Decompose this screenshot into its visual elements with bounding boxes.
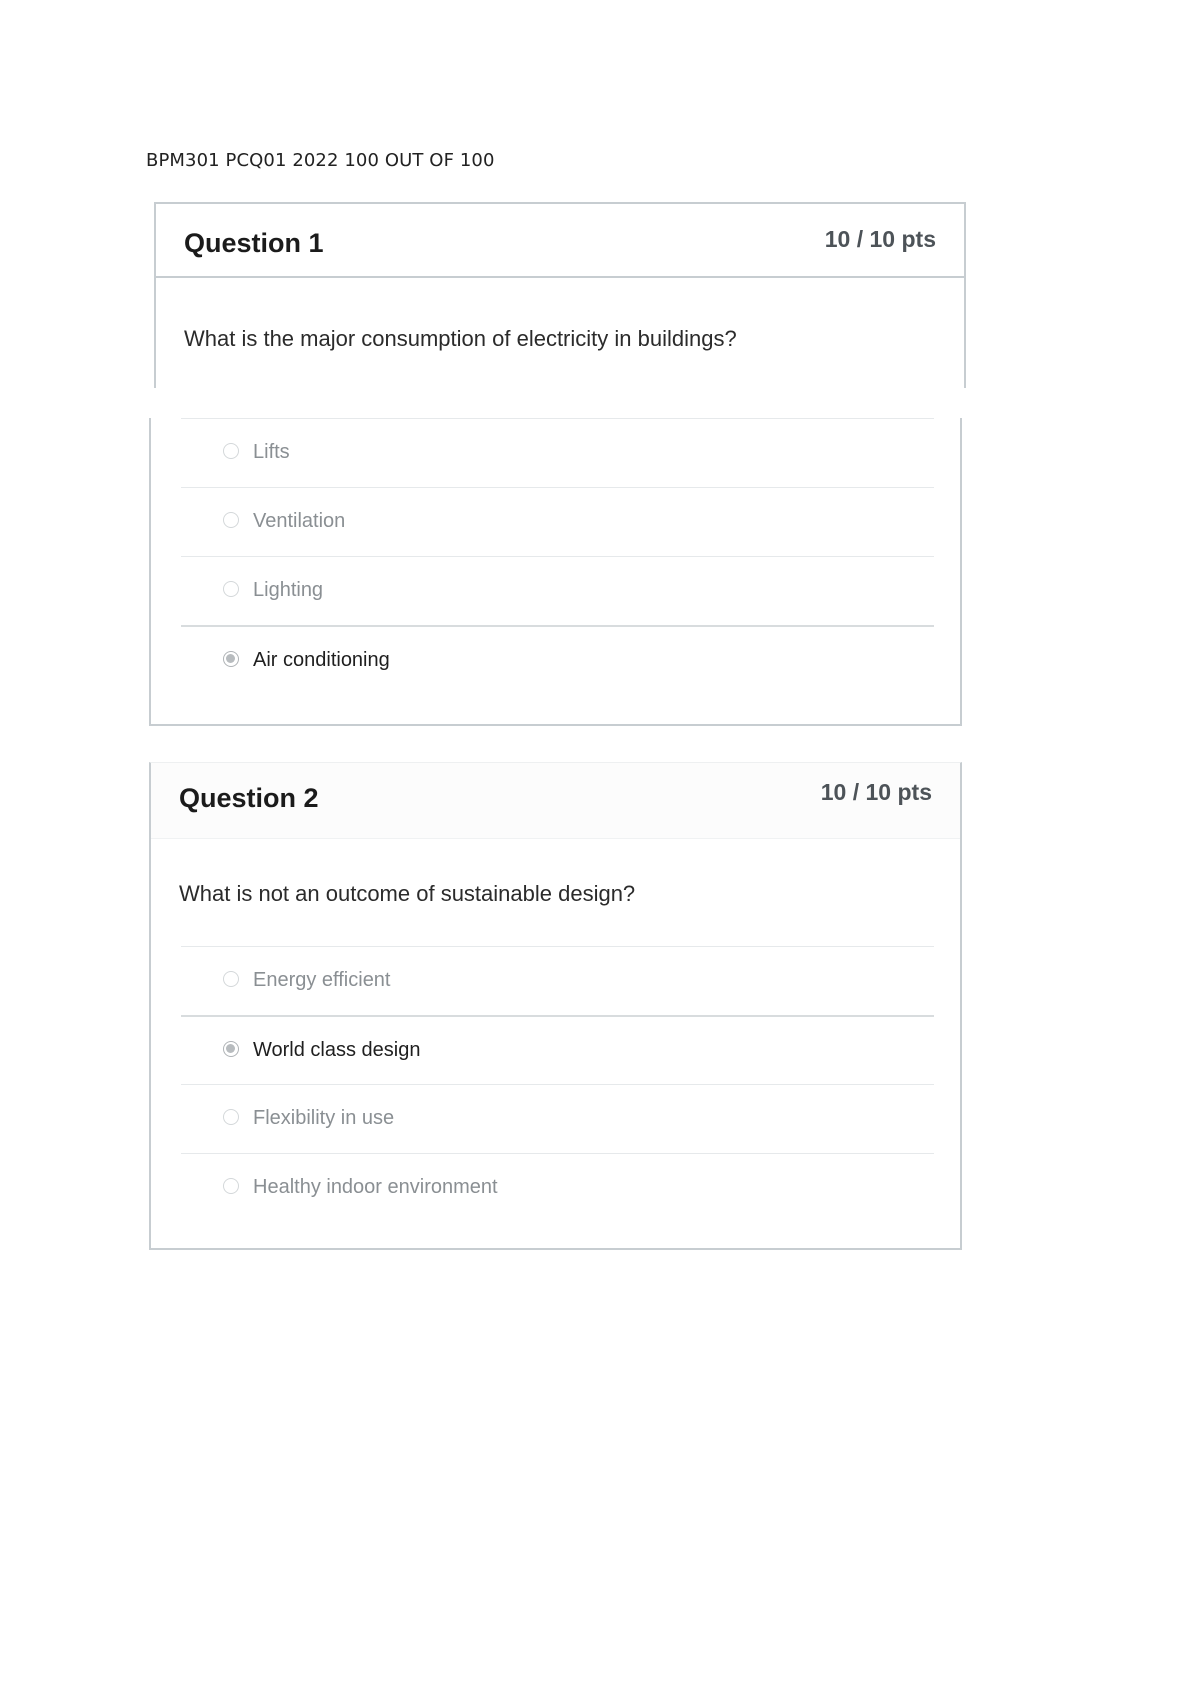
question-2-points: 10 / 10 pts: [820, 779, 932, 805]
question-1-header: [156, 204, 964, 278]
radio-button[interactable]: [223, 512, 239, 528]
question-2-title: Question 2: [179, 783, 319, 813]
question-1-answer-list: [181, 418, 934, 694]
question-2-header: [151, 763, 960, 839]
radio-button[interactable]: [223, 443, 239, 459]
question-1-points: 10 / 10 pts: [824, 226, 936, 252]
question-2-answer-list: [181, 946, 934, 1222]
answer-option[interactable]: [181, 487, 934, 556]
document-title: BPM301 PCQ01 2022 100 OUT OF 100: [146, 150, 495, 171]
radio-button[interactable]: [223, 971, 239, 987]
answer-option-selected[interactable]: [181, 625, 934, 694]
answer-option[interactable]: [181, 946, 934, 1015]
radio-button[interactable]: [223, 1109, 239, 1125]
answer-option[interactable]: [181, 1153, 934, 1222]
answer-label: Lighting: [253, 579, 324, 601]
radio-button-selected[interactable]: [223, 651, 239, 667]
question-1-answers-panel: [149, 418, 962, 726]
answer-label: Air conditioning: [253, 649, 390, 671]
question-1-title: Question 1: [184, 228, 324, 258]
question-2-panel: [149, 762, 962, 1250]
answer-label: Healthy indoor environment: [253, 1176, 498, 1198]
radio-button[interactable]: [223, 1178, 239, 1194]
question-1-text: What is the major consumption of electricity in buildings?: [184, 326, 737, 351]
answer-option[interactable]: [181, 418, 934, 487]
question-1-header-panel: [154, 202, 966, 388]
answer-label: Energy efficient: [253, 969, 391, 991]
answer-option[interactable]: [181, 556, 934, 625]
answer-label: Ventilation: [253, 510, 346, 532]
answer-label: World class design: [253, 1039, 421, 1061]
answer-label: Lifts: [253, 441, 290, 463]
answer-option[interactable]: [181, 1084, 934, 1153]
radio-button[interactable]: [223, 581, 239, 597]
answer-label: Flexibility in use: [253, 1107, 395, 1129]
answer-option-selected[interactable]: [181, 1015, 934, 1084]
radio-button-selected[interactable]: [223, 1041, 239, 1057]
question-2-text: What is not an outcome of sustainable design?: [179, 881, 636, 906]
